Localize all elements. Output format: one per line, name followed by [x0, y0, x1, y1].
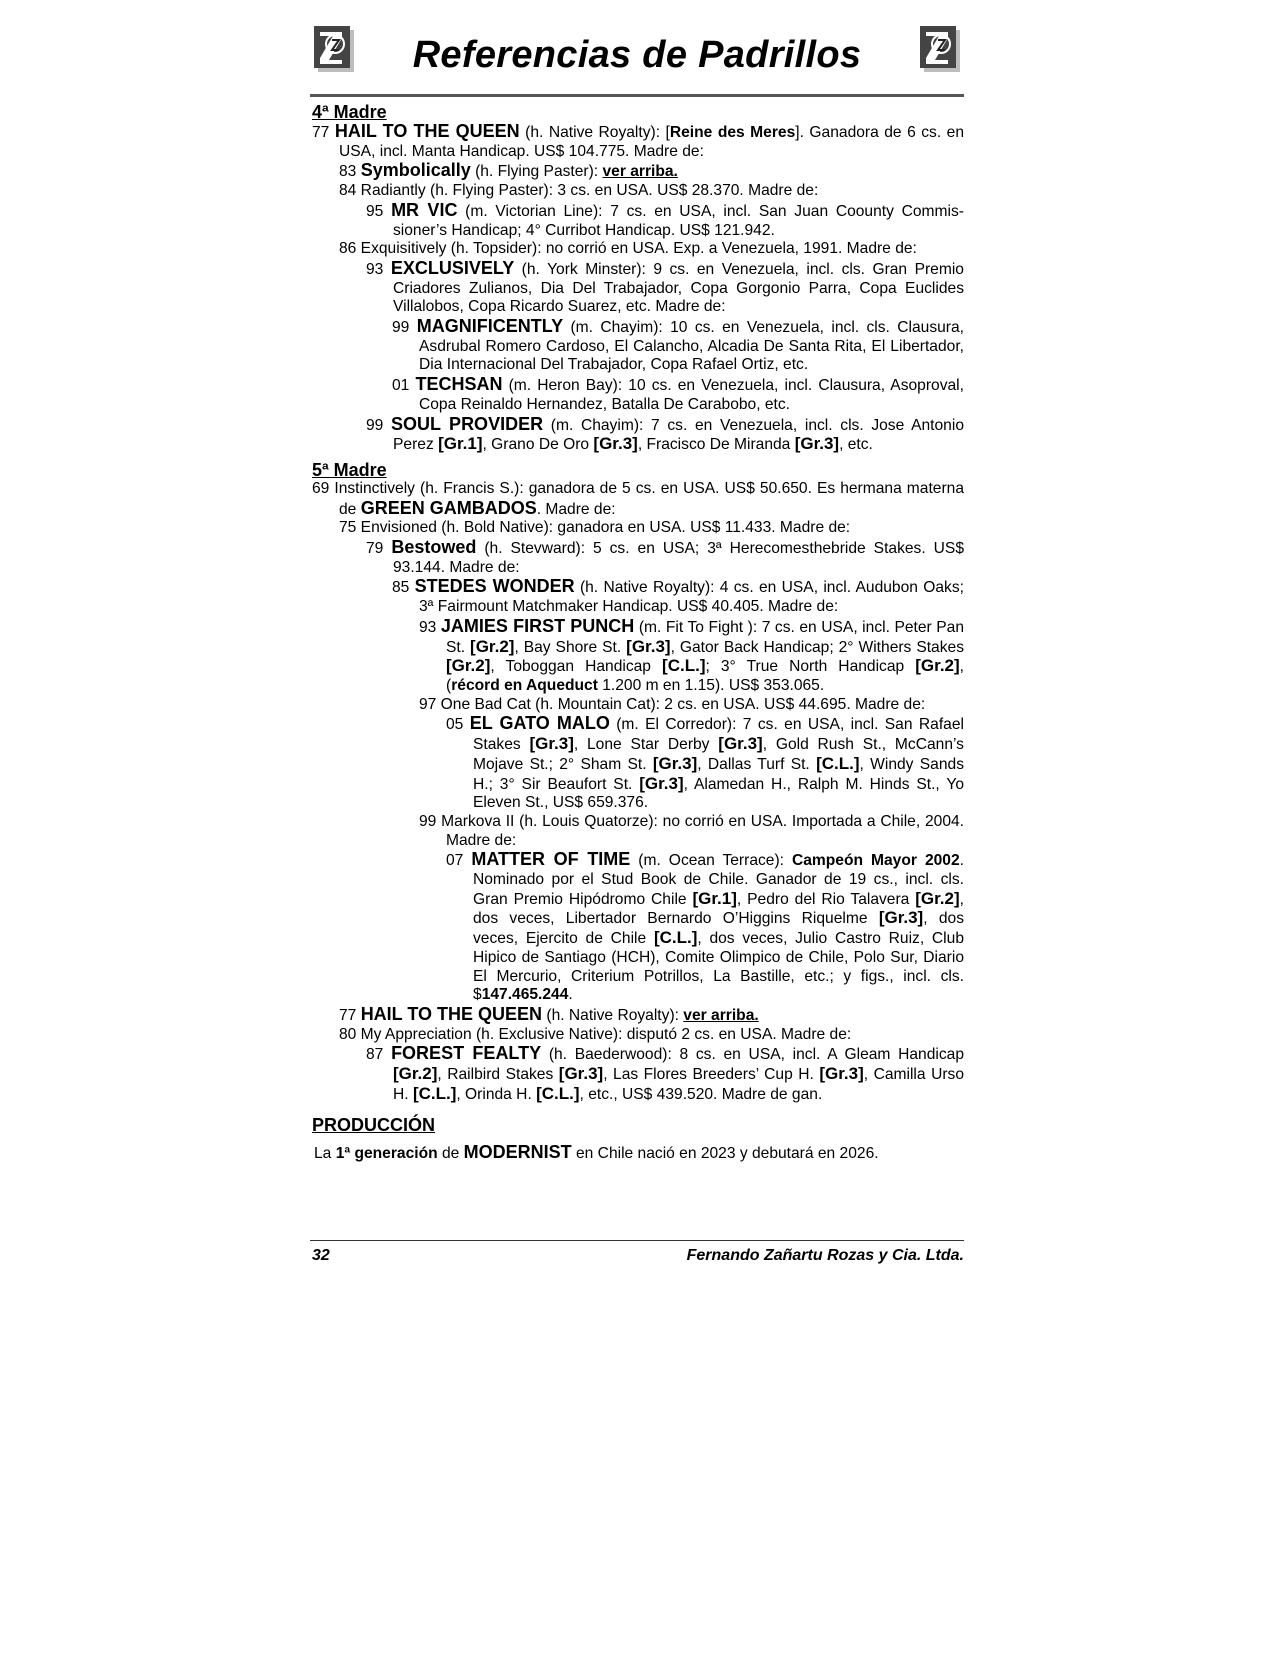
- text-run: (h. Native Royalty): 4 cs. en USA, incl. Audubon Oaks; 3ª Fairmount Matchmaker Handicap. US$ 40.405. Madre de:: [419, 579, 964, 616]
- grade-label: [Gr.2]: [470, 636, 515, 656]
- cross-reference: ver arriba.: [602, 163, 678, 181]
- cross-reference: ver arriba.: [683, 1006, 759, 1024]
- text-run: , etc.: [839, 436, 873, 454]
- text-run: , dos veces, Libertador Bernardo O’Higgins Riquelme: [473, 890, 964, 928]
- text-run: , Grano De Oro: [482, 436, 594, 454]
- pedigree-entry: [312, 122, 964, 161]
- text-run: 87: [366, 1046, 392, 1064]
- grade-label: [C.L.]: [412, 1083, 457, 1103]
- text-run: 84 Radiantly (h. Flying Paster): 3 cs. en USA. US$ 28.370. Madre de:: [339, 182, 819, 200]
- page: [310, 20, 964, 1164]
- text-run: (h. Flying Paster):: [470, 163, 603, 181]
- text-run: 01: [392, 377, 416, 395]
- horse-name: JAMIES FIRST PUNCH: [440, 615, 635, 636]
- horse-name: MR VIC: [391, 199, 458, 220]
- text-run: , dos veces, Ejercito de Chile: [473, 910, 964, 948]
- pedigree-entry: [392, 317, 964, 375]
- text-run: La: [314, 1145, 336, 1163]
- horse-name: HAIL TO THE QUEEN: [360, 1003, 543, 1024]
- horse-name: MODERNIST: [463, 1142, 572, 1163]
- text-run: (h. Stevward): 5 cs. en USA; 3ª Herecomesthebride Stakes. US$ 93.144. Madre de:: [393, 540, 964, 576]
- grade-label: [Gr.2]: [393, 1064, 438, 1084]
- text-run: . Madre de:: [536, 500, 616, 518]
- production-text: [314, 1142, 964, 1164]
- pedigree-entry: [392, 375, 964, 414]
- pedigree-entry: [339, 161, 964, 182]
- text-run: en Chile nació en 2023 y debutará en 2026.: [571, 1145, 879, 1163]
- production-heading: PRODUCCIÓN: [312, 1115, 436, 1136]
- text-run: , Windy Sands H.; 3° Sir Beaufort St.: [473, 755, 964, 793]
- grade-label: [Gr.1]: [438, 434, 483, 454]
- bold-text: 147.465.244: [481, 986, 569, 1004]
- horse-name: Bestowed: [391, 537, 477, 558]
- text-run: 83: [339, 163, 361, 181]
- pedigree-entry: [419, 617, 964, 696]
- pedigree-entry: [339, 519, 964, 538]
- text-run: ; 3° True North Handicap: [705, 658, 916, 676]
- text-run: ]. Ganadora de 6 cs. en USA, incl. Manta Handicap. US$ 104.775. Madre de:: [339, 124, 965, 160]
- text-run: , Orinda H.: [456, 1085, 537, 1103]
- grade-label: [Gr.3]: [626, 636, 671, 656]
- text-run: , dos veces, Julio Castro Ruiz, Club Hipico de Santiago (HCH), Comite Olimpico de Chile, Polo Sur, Diario El Mercurio, Criterium Potrillos, La Bastille, etc.; y figs., incl. cls. $: [473, 930, 964, 1004]
- text-run: . Nominado por el Stud Book de Chile. Ganador de 19 cs., incl. cls. Gran Premio Hipódromo Chile: [473, 852, 964, 908]
- pedigree-entry: [446, 714, 964, 813]
- text-run: 99: [366, 416, 392, 434]
- grade-label: [Gr.3]: [529, 734, 574, 754]
- pedigree-entry: [312, 480, 964, 519]
- brand-logo-icon: [918, 24, 962, 74]
- horse-name: EL GATO MALO: [469, 713, 610, 734]
- bold-text: 1ª generación: [335, 1145, 438, 1163]
- pedigree-entry: [339, 1005, 964, 1026]
- pedigree-entry: [339, 240, 964, 259]
- text-run: .: [568, 986, 573, 1004]
- text-run: 85: [392, 579, 415, 597]
- pedigree-entry: [392, 577, 964, 616]
- horse-name: SOUL PROVIDER: [391, 413, 544, 434]
- page-number: 32: [312, 1247, 330, 1264]
- text-run: , Lone Star Derby: [573, 736, 719, 754]
- text-run: , etc., US$ 439.520. Madre de gan.: [579, 1085, 823, 1103]
- text-run: 79: [366, 540, 392, 558]
- text-run: , Gold Rush St., McCann’s Mojave St.; 2° Sham St.: [473, 736, 964, 773]
- text-run: (m. Fit To Fight ): 7 cs. en USA, incl. Peter Pan St.: [446, 618, 964, 656]
- text-run: 07: [446, 852, 472, 870]
- text-run: 86 Exquisitively (h. Topsider): no corrió en USA. Exp. a Venezuela, 1991. Madre de:: [339, 240, 917, 258]
- grade-label: [Gr.3]: [878, 908, 924, 928]
- page-header: [310, 20, 964, 82]
- text-run: , Gator Back Handicap; 2° Withers Stakes: [670, 638, 964, 656]
- text-run: 99: [392, 319, 417, 337]
- text-run: , Fracisco De Miranda: [637, 436, 795, 454]
- text-run: , Pedro del Rio Talavera: [736, 890, 916, 908]
- grade-label: [Gr.2]: [915, 888, 960, 908]
- pedigree-entry: [366, 415, 964, 455]
- company-name: Fernando Zañartu Rozas y Cia. Ltda.: [686, 1247, 964, 1264]
- text-run: , Toboggan Handicap: [490, 658, 663, 676]
- text-run: 1.200 m en 1.15). US$ 353.065.: [597, 676, 825, 694]
- text-run: (m. Chayim): 10 cs. en Venezuela, incl. cls. Clausura, Asdrubal Romero Cardoso, El Calancho, Alcadia De Santa Rita, El Libertador, Dia Internacional Del Trabajador, Copa Rafael Ortiz, etc.: [419, 319, 964, 374]
- text-run: (h. Baederwood): 8 cs. en USA, incl. A Gleam Handicap: [541, 1046, 964, 1064]
- text-run: de: [437, 1145, 464, 1163]
- text-run: (m. Ocean Terrace):: [630, 852, 792, 870]
- text-run: (h. York Minster): 9 cs. en Venezuela, incl. cls. Gran Premio Criadores Zulianos, Dia Del Trabajador, Copa Gorgonio Parra, Copa Euclides Villalobos, Copa Ricardo Suarez, etc. Madre de:: [393, 260, 964, 316]
- horse-name: MATTER OF TIME: [471, 849, 631, 870]
- pedigree-entry: [446, 850, 964, 1005]
- grade-label: [Gr.2]: [915, 656, 960, 676]
- text-run: 77: [339, 1006, 361, 1024]
- text-run: , (: [446, 658, 965, 694]
- grade-label: [C.L.]: [536, 1083, 580, 1103]
- grade-label: [C.L.]: [653, 928, 698, 948]
- pedigree-entry: [366, 1044, 964, 1104]
- horse-name: EXCLUSIVELY: [390, 257, 515, 278]
- horse-name: STEDES WONDER: [414, 576, 575, 597]
- pedigree-entry: [366, 538, 964, 577]
- horse-name: TECHSAN: [415, 374, 503, 395]
- text-run: (m. Victorian Line): 7 cs. en USA, incl. San Juan Coounty Commissioner’s Handicap; 4° Curribot Handicap. US$ 121.942.: [393, 202, 964, 239]
- text-run: (m. El Corredor): 7 cs. en USA, incl. San Rafael Stakes: [473, 716, 964, 754]
- horse-name: Symbolically: [360, 160, 471, 181]
- text-run: 95: [366, 202, 392, 220]
- text-run: , Bay Shore St.: [514, 638, 627, 656]
- bold-text: Campeón Mayor 2002: [791, 852, 960, 870]
- text-run: , Las Flores Breeders’ Cup H.: [603, 1066, 820, 1084]
- grade-label: [C.L.]: [816, 753, 860, 773]
- pedigree-entry: [419, 813, 964, 850]
- bold-text: récord en Aqueduct: [451, 676, 598, 694]
- text-run: 93: [419, 618, 441, 636]
- grade-label: [Gr.1]: [692, 888, 737, 908]
- grade-label: [Gr.2]: [446, 656, 491, 676]
- page-title: Referencias de Padrillos: [412, 34, 862, 76]
- footer-divider: [310, 1240, 964, 1241]
- horse-name: GREEN GAMBADOS: [360, 497, 537, 518]
- header-divider: [310, 94, 964, 97]
- grade-label: [Gr.3]: [593, 434, 638, 454]
- grade-label: [Gr.3]: [718, 734, 763, 754]
- pedigree-entry: [366, 201, 964, 240]
- text-run: , Railbird Stakes: [437, 1066, 559, 1084]
- text-run: (m. Heron Bay): 10 cs. en Venezuela, incl. Clausura, Asoproval, Copa Reinaldo Hernandez, Batalla De Carabobo, etc.: [419, 377, 964, 413]
- text-run: 05: [446, 716, 470, 734]
- section-heading: 4ª Madre: [312, 102, 387, 122]
- text-run: (m. Chayim): 7 cs. en Venezuela, incl. cls. Jose Antonio Perez: [393, 416, 964, 454]
- grade-label: [Gr.3]: [558, 1064, 604, 1084]
- text-run: (h. Native Royalty):: [542, 1006, 684, 1024]
- text-run: 69 Instinctively (h. Francis S.): ganadora de 5 cs. en USA. US$ 50.650. Es hermana materna de: [312, 479, 964, 518]
- pedigree-entry: [339, 182, 964, 201]
- text-run: 77: [312, 124, 335, 141]
- grade-label: [Gr.3]: [819, 1064, 864, 1084]
- text-run: 97 One Bad Cat (h. Mountain Cat): 2 cs. en USA. US$ 44.695. Madre de:: [419, 695, 926, 713]
- text-run: , Alamedan H., Ralph M. Hinds St., Yo Eleven St., US$ 659.376.: [473, 775, 964, 812]
- pedigree-entry: [339, 1026, 964, 1045]
- pedigree-entry: [419, 696, 964, 715]
- text-run: , Dallas Turf St.: [697, 755, 817, 773]
- text-run: 80 My Appreciation (h. Exclusive Native): disputó 2 cs. en USA. Madre de:: [339, 1025, 852, 1043]
- horse-name: FOREST FEALTY: [391, 1043, 542, 1064]
- grade-label: [C.L.]: [662, 656, 706, 676]
- bold-text: Reine des Meres: [669, 124, 796, 141]
- grade-label: [Gr.3]: [794, 434, 840, 454]
- grade-label: [Gr.3]: [652, 753, 698, 773]
- grade-label: [Gr.3]: [639, 773, 684, 793]
- pedigree-body: [310, 103, 964, 1104]
- horse-name: HAIL TO THE QUEEN: [334, 121, 520, 141]
- horse-name: MAGNIFICENTLY: [416, 316, 564, 337]
- text-run: 93: [366, 260, 391, 278]
- text-run: , Camilla Urso H.: [393, 1066, 964, 1103]
- page-footer: [310, 1240, 964, 1265]
- text-run: 99 Markova II (h. Louis Quatorze): no corrió en USA. Importada a Chile, 2004. Madre de:: [419, 812, 964, 849]
- pedigree-entry: [366, 259, 964, 317]
- text-run: 75 Envisioned (h. Bold Native): ganadora en USA. US$ 11.433. Madre de:: [339, 519, 851, 537]
- section-heading: 5ª Madre: [312, 459, 387, 480]
- text-run: (h. Native Royalty): [: [519, 124, 670, 141]
